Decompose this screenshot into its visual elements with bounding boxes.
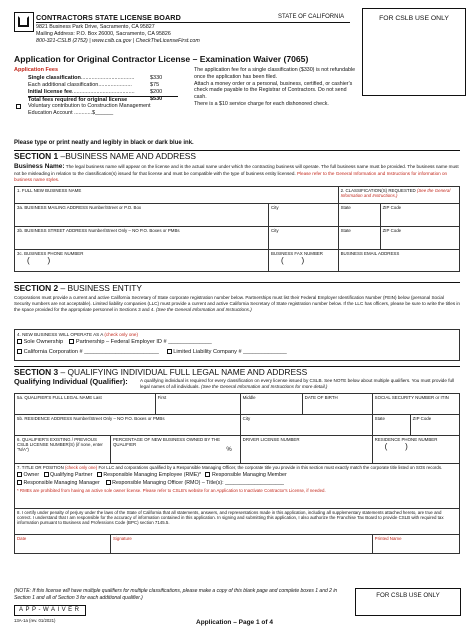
driver-license-field[interactable]: DRIVER LICENSE NUMBER <box>240 436 372 464</box>
fee-row: Single classification................................... <box>28 75 135 81</box>
mailing-zip-field[interactable]: ZIP Code <box>380 204 459 227</box>
partnership-checkbox[interactable]: Partnership – Federal Employer ID # ______________ <box>69 339 211 345</box>
rmgr-checkbox[interactable]: Responsible Managing Manager <box>17 480 100 486</box>
fee-row: Each additional classification...................... <box>28 82 132 88</box>
mailing-address-field[interactable]: 3a. BUSINESS MAILING ADDRESS Number/Street or P.O. Box <box>15 204 269 227</box>
residence-state-field[interactable]: State <box>372 415 410 436</box>
sole-ownership-checkbox[interactable]: Sole Ownership <box>17 339 63 345</box>
fee-row: Initial license fee......................................... <box>28 89 135 95</box>
section3-title: SECTION 3 – QUALIFYING INDIVIDUAL FULL LEGAL NAME AND ADDRESS <box>14 367 308 377</box>
llc-checkbox[interactable]: Limited Liability Company # ______________ <box>167 349 287 355</box>
cslb-logo-icon <box>14 12 34 32</box>
rmm-checkbox[interactable]: Responsible Managing Member <box>205 472 286 478</box>
qualifier-last-name-field[interactable]: 5a. QUALIFIER'S FULL LEGAL NAME Last <box>15 394 156 415</box>
residence-city-field[interactable]: City <box>240 415 372 436</box>
form-code-label: APP-WAIVER <box>14 605 86 616</box>
cslb-use-box: FOR CSLB USE ONLY <box>362 8 466 96</box>
voluntary-checkbox[interactable] <box>16 104 21 111</box>
section3-intro: A qualifying individual is required for every classification on every license issued by CSLB. See NOTE below about multiple qualifiers. You must provide full legal names of all individuals. (See the General Information and Instructions for more detail.) <box>140 378 455 389</box>
section2-intro: Corporations must provide a current and active California Secretary of State corporate registration number below. Partnerships must list their Federal Employer Identification Number (FEIN) below (personal Social Security numbers are not acceptable). Limited liability companies (LLC) must provide a current and active California Secretary of State registration number below. If the LLC has officers, please be sure to write the titles in the space provided for the appropriate personnel in Sections 3 and 4. (See the General Information and Instructions.) <box>14 295 460 312</box>
qualifier-ssn-field[interactable]: SOCIAL SECURITY NUMBER or ITIN <box>372 394 459 415</box>
qualifier-dob-field[interactable]: DATE OF BIRTH <box>302 394 372 415</box>
certification-statement: 8. I certify under penalty of perjury under the laws of the State of California that all statements, answers, and representations made in this application, including all supplementary statements attached hereto, are true and correct. I understand that I am responsible for the accuracy of information contained in this application. In signing and submitting this application, I also authorize the Franchise Tax Board to provide CSLB with required tax information pursuant to Business and Professions Code (BPC) section 7145.5. <box>15 509 460 535</box>
board-name: CONTRACTORS STATE LICENSE BOARD <box>36 13 181 22</box>
fee-row: Total fees required for original license <box>28 96 178 103</box>
page-title: Application for Original Contractor License – Examination Waiver (7065) <box>14 54 309 64</box>
multiple-qualifiers-note: (NOTE: If this license will have multiple qualifiers for multiple classifications, please make a copy of this blank page and complete boxes 1 and 2 in Section 1 and all of Section 3 for each additional qualifier.) <box>14 588 338 601</box>
ownership-percentage-field[interactable]: PERCENTAGE OF NEW BUSINESS OWNED BY THE QUALIFIER % <box>111 436 241 464</box>
header-divider <box>36 22 350 23</box>
business-fax-field[interactable]: BUSINESS FAX NUMBER ( ) <box>269 250 339 272</box>
residence-zip-field[interactable]: ZIP Code <box>410 415 459 436</box>
entity-type-box: 4. NEW BUSINESS WILL OPERATE AS A (check only one) Sole Ownership Partnership – Federal Employer ID # ______________ California Corporation # ________________________ Limited Liability Company # ______________ <box>14 329 460 361</box>
rmo-checkbox[interactable]: Responsible Managing Officer (RMO) – Title(s): ____________________ <box>106 480 284 486</box>
section3-table <box>14 393 460 554</box>
street-address-field[interactable]: 3b. BUSINESS STREET ADDRESS Number/Street Only – NO P.O. Boxes or PMBs <box>15 227 269 250</box>
mailing-state-field[interactable]: State <box>338 204 380 227</box>
section1-table <box>14 186 460 272</box>
printed-name-field[interactable]: Printed Name <box>372 535 459 554</box>
section1-intro: Business Name: The legal business name will appear on the license and is the actual name under which the contracting business will operate. The full business name must be provided. The business name must not be misleading in relation to the classification(s) issued for that license and must be compatible with the type of business entity licensed. Please refer to the General Information and Instructions for information on business name styles. <box>14 163 459 183</box>
full-business-name-field[interactable]: 1. FULL NEW BUSINESS NAME <box>15 187 339 204</box>
footer-cslb-use-box: FOR CSLB USE ONLY <box>355 588 461 616</box>
street-city-field[interactable]: City <box>269 227 339 250</box>
street-state-field[interactable]: State <box>338 227 380 250</box>
board-address: 9821 Business Park Drive, Sacramento, CA 95827 Mailing Address: P.O. Box 26000, Sacramento, CA 95826 800-321-CSLB (2752) | www.cslb.ca.gov | CheckTheLicenseFirst.com <box>36 24 200 44</box>
fee-notes: The application fee for a single classification ($330) is not refundable once the application has been filed. Attach a money order or a personal, business, certified, or cashier's check made payable to the Registrar of Contractors. Do not send cash. There is a $10 service charge for each dishonored check. <box>194 67 356 107</box>
previous-license-field[interactable]: 6. QUALIFIER'S EXISTING / PREVIOUS CSLB LICENSE NUMBER(S) (if none, enter "N/A") <box>15 436 111 464</box>
section1-title: SECTION 1 –BUSINESS NAME AND ADDRESS <box>14 151 196 161</box>
section2-title: SECTION 2 – BUSINESS ENTITY <box>14 283 142 293</box>
california-corporation-checkbox[interactable]: California Corporation # ________________________ <box>17 349 159 355</box>
state-label: STATE OF CALIFORNIA <box>278 14 345 20</box>
business-phone-field[interactable]: 3c. BUSINESS PHONE NUMBER ( ) <box>15 250 269 272</box>
form-revision: 13A-1a (rev. 01/2021) <box>14 618 56 623</box>
page-number: Application – Page 1 of 4 <box>196 619 273 626</box>
voluntary-contribution-label: Voluntary contribution to Construction Management Education Account ............$______ <box>28 103 151 117</box>
date-field[interactable]: Date <box>15 535 111 554</box>
fees-label: Application Fees <box>14 67 59 73</box>
business-email-field[interactable]: BUSINESS EMAIL ADDRESS <box>338 250 459 272</box>
ink-instruction: Please type or print neatly and legibly in black or dark blue ink. <box>14 140 194 146</box>
qualifying-individual-heading: Qualifying Individual (Qualifier): <box>14 377 128 386</box>
qualifier-middle-name-field[interactable]: Middle <box>240 394 302 415</box>
mailing-city-field[interactable]: City <box>269 204 339 227</box>
application-page: CONTRACTORS STATE LICENSE BOARD STATE OF CALIFORNIA 9821 Business Park Drive, Sacramento, CA 95827 Mailing Address: P.O. Box 26000, Sacramento, CA 95826 800-321-CSLB (2752) | www.cslb.ca.gov | CheckTheLicenseFirst.com FOR CSLB USE ONLY Application for Original Contractor License – Examination Waiver (7065) Application Fees Single classification................................... $330 Each additional classification...................... $75 Initial license fee......................................... $200 Total fees required for original license $530 Voluntary contribution to Construction Management Education Account ............$______ The application fee for a single classification ($330) is not refundable once the application has been filed. Attach a money order or a personal, business, certified, or cashier's check made payable to the Registrar of Contractors. Do not send cash. There is a $10 service charge for each dishonored check. Please type or print neatly and legibly in black or dark blue ink. SECTION 1 –BUSINESS NAME AND ADDRESS Business Name: The legal business name will appear on the license and is the actual name under which the contracting business will operate. The full business name must be provided. The business name must not be misleading in relation to the classification(s) issued for that license and must be compatible with the type of business entity licensed. Please refer to the General Information and Instructions for information on business name styles. 1. FULL NEW BUSINESS NAME 2. CLASSIFICATION(S) REQUESTED (See the General Information and Instructions.) 3a. BUSINESS MAILING ADDRESS Number/Street or P.O. Box City State ZIP Code 3b. BUSINESS STREET ADDRESS Number/Street Only – NO P.O. Boxes or PMBs City State ZIP Code 3c. BUSINESS PHONE NUMBER ( ) BUSINESS FAX NUMBER ( ) BUSINESS EMAIL ADDRESS SECTION 2 – BUSINESS ENTITY Corporations must provide a current and active California Secretary of State corporate registration number below. Partnerships must list their Federal Employer Identification Number (FEIN) below (personal Social Security numbers are not acceptable). Limited liability companies (LLC) must provide a current and active California Secretary of State registration number below. If the LLC has officers, please be sure to write the titles in the space provided for the appropriate personnel in Sections 3 and 4. (See the General Information and Instructions.) 4. NEW BUSINESS WILL OPERATE AS A (check only one) Sole Ownership Partnership – Federal Employer ID # ______________ California Corporation # ________________________ Limited Liability Company # ______________ SECTION 3 – QUALIFYING INDIVIDUAL FULL LEGAL NAME AND ADDRESS Qualifying Individual (Qualifier): A qualifying individual is required for every classification on every license issued by CSLB. See NOTE below about multiple qualifiers. You must provide full legal names of all individuals. (See the General Information and Instructions for more detail.) 5a. QUALIFIER'S FULL LEGAL NAME Last First Middle DATE OF BIRTH SOCIAL SECURITY NUMBER or ITIN 5b. RESIDENCE ADDRESS Number/Street Only – NO P.O. Boxes or PMBs City State ZIP Code 6. QUALIFIER'S EXISTING / PREVIOUS CSLB LICENSE NUMBER(S) (if none, enter "N/A") PERCENTAGE OF NEW BUSINESS OWNED BY THE QUALIFIER % DRIVER LICENSE NUMBER RESIDENCE PHONE NUMBER ( ) 7. TITLE OR POSITION (check only one) For LLC and corporations qualified by a Responsible Managing Officer, the corporate title you provide in this section must exactly match the corporate title listed on SOS records. Owner Qualifying Partner Responsible Managing Employee (RME)* Responsible Managing Member Responsible Managing Manager Responsible Managing Officer (RMO) – Title(s): ____________________ * RMEs are prohibited from having an active sole owner license. Please refer to CSLB's website for an Application to Inactivate Contractor's License, if needed. 8. I certify under penalty of perjury under the laws of the State of California that all statements, answers, and representations made in this application, including all supplementary statements attached hereto, are true and correct. I understand that I am responsible for the accuracy of information contained in this application. In signing and submitting this application, I also authorize the Franchise Tax Board to provide CSLB with required tax information pursuant to Business and Professions Code (BPC) section 7145.5. Date Signature Printed Name (NOTE: If this license will have multiple qualifiers for multiple classifications, please make a copy of this blank page and complete boxes 1 and 2 in Section 1 and all of Section 3 for each additional qualifier.) FOR CSLB USE ONLY APP-WAIVER 13A-1a (rev. 01/2021) Application – Page 1 of 4 <box>0 0 474 630</box>
owner-checkbox[interactable]: Owner <box>17 472 39 478</box>
rme-checkbox[interactable]: Responsible Managing Employee (RME)* <box>97 472 201 478</box>
qualifying-partner-checkbox[interactable]: Qualifying Partner <box>44 472 93 478</box>
street-zip-field[interactable]: ZIP Code <box>380 227 459 250</box>
signature-field[interactable]: Signature <box>111 535 373 554</box>
residence-phone-field[interactable]: RESIDENCE PHONE NUMBER ( ) <box>372 436 459 464</box>
title-position-box: 7. TITLE OR POSITION (check only one) For LLC and corporations qualified by a Responsible Managing Officer, the corporate title you provide in this section must exactly match the corporate title listed on SOS records. Owner Qualifying Partner Responsible Managing Employee (RME)* Responsible Managing Member Responsible Managing Manager Responsible Managing Officer (RMO) – Title(s): ____________________ * RMEs are prohibited from having an active sole owner license. Please refer to CSLB's website for an Application to Inactivate Contractor's License, if needed. <box>15 464 460 509</box>
classifications-field[interactable]: 2. CLASSIFICATION(S) REQUESTED (See the General Information and Instructions.) <box>338 187 459 204</box>
qualifier-first-name-field[interactable]: First <box>155 394 240 415</box>
residence-address-field[interactable]: 5b. RESIDENCE ADDRESS Number/Street Only – NO P.O. Boxes or PMBs <box>15 415 241 436</box>
